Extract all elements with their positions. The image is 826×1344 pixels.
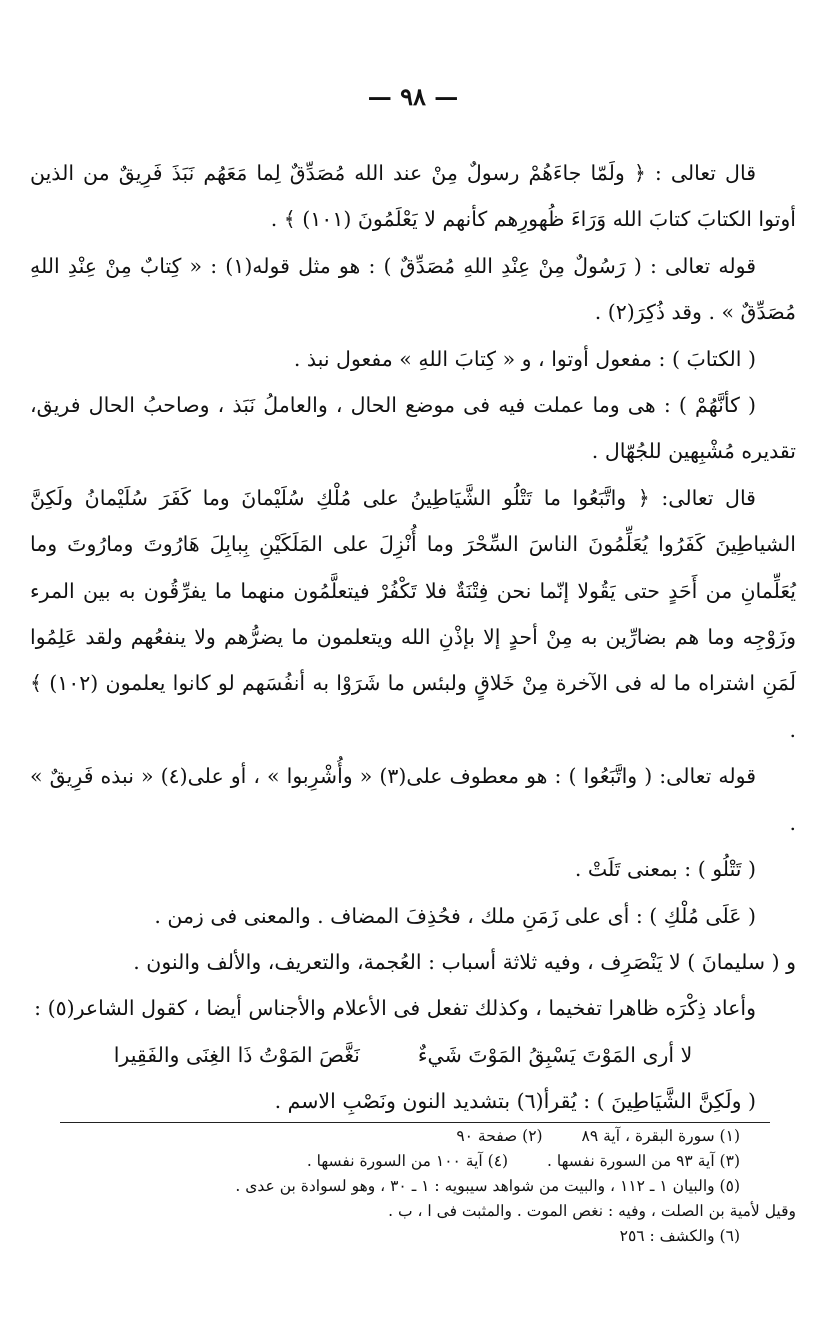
footnote-3: (٣) آية ٩٣ من السورة نفسها . (547, 1152, 740, 1170)
commentary-ittabau-paragraph: قوله تعالى: ( واتَّبَعُوا ) : هو معطوف على(٣) « وأُشْرِبوا » ، أو على(٤) « نبذه فَرِيقٌ » . (30, 764, 796, 835)
footnote-1: (١) سورة البقرة ، آية ٨٩ (581, 1127, 740, 1145)
verse-102-paragraph: قال تعالى: ﴿ واتَّبَعُوا ما تَتْلُو الشَّيَاطِينُ على مُلْكِ سُلَيْمانَ وما كَفَرَ سُلَيْمانُ ولَكِنَّ الشياطِينَ كَفَرُوا يُعَلِّمُونَ الناسَ السِّحْرَ وما أُنْزِلَ على المَلَكَيْنِ بِبابِلَ هَارُوتَ ومارُوتَ وما يُعَلِّمانِ من أَحَدٍ حتى يَقُولا إنّما نحن فِتْنَةٌ فلا تَكْفُرْ فيتعلَّمُون منهما ما يفرِّقُون به بين المرء وزَوْجِه وما هم بضارِّين به مِنْ أحدٍ إلا بإذْنِ الله ويتعلمون ما يضرُّهم ولا ينفعُهم ولقد عَلِمُوا لَمَنِ اشتراه ما له فى الآخرة مِنْ خَلاقٍ ولبئس ما شَرَوْا به أنفُسَهم لو كانوا يعلمون (١٠٢) ﴾ . (30, 485, 796, 742)
footnote-5-line-1: (٥) والبيان ١ ـ ١١٢ ، والبيت من شواهد سيبويه : ١ ـ ٣٠ ، وهو لسوادة بن عدى . (235, 1177, 740, 1195)
footnote-2: (٢) صفحة ٩٠ (456, 1127, 543, 1145)
commentary-kaannahum-paragraph: ( كأنَّهُمْ ) : هى وما عملت فيه فى موضع الحال ، والعاملُ نَبَذ ، وصاحبُ الحال فريق، تقديره مُشْبِهين للجُهّال . (30, 393, 796, 464)
commentary-kitab-paragraph: ( الكتابَ ) : مفعول أوتوا ، و « كِتابَ اللهِ » مفعول نبذ . (293, 346, 756, 371)
footnote-row-1 (22, 1124, 796, 1149)
commentary-rasul-paragraph: قوله تعالى : ( رَسُولٌ مِنْ عِنْدِ اللهِ مُصَدِّقٌ ) : هو مثل قوله(١) : « كِتابٌ مِنْ عِنْدِ اللهِ مُصَدِّقٌ » . وقد ذُكِرَ(٢) . (30, 253, 796, 325)
commentary-repetition-paragraph: وأعاد ذِكْرَه ظاهرا تفخيما ، وكذلك تفعل فى الأعلام والأجناس أيضا ، كقول الشاعر(٥) : (34, 996, 756, 1021)
footnote-6: (٦) والكشف : ٢٥٦ (619, 1227, 740, 1245)
verse-first-hemistich: لا أرى المَوْتَ يَسْبِقُ المَوْتَ شَيءٌ (417, 1042, 693, 1067)
page-number: — ٩٨ — (367, 82, 459, 111)
verse-second-hemistich: نَغَّصَ المَوْتُ ذَا الغِنَى والفَقِيرا (113, 1042, 360, 1067)
commentary-lakinna-paragraph: ( ولَكِنَّ الشَّيَاطِينَ ) : يُقرأ(٦) بتشديد النون ونَصْبِ الاسم . (274, 1089, 756, 1114)
main-text (30, 150, 796, 1125)
footnote-separator (60, 1122, 770, 1123)
footnote-4: (٤) آية ١٠٠ من السورة نفسها . (306, 1152, 509, 1170)
commentary-mulk-paragraph: ( عَلَى مُلْكِ ) : أى على زَمَنِ ملك ، فحُذِفَ المضاف . والمعنى فى زمن . (154, 903, 756, 928)
footnotes (22, 1124, 796, 1249)
footnote-row-2 (22, 1149, 796, 1174)
poetry-verse (30, 1032, 796, 1078)
commentary-sulayman-paragraph: و ( سليمانَ ) لا يَنْصَرِف ، وفيه ثلاثة أسباب : العُجمة، والتعريف، والألف والنون . (133, 949, 796, 974)
footnote-5-line-2: وقيل لأمية بن الصلت ، وفيه : نغص الموت . والمثبت فى ا ، ب . (388, 1202, 796, 1220)
verse-101-paragraph: قال تعالى : ﴿ ولَمّا جاءَهُمْ رسولٌ مِنْ عند الله مُصَدِّقٌ لِما مَعَهُم نَبَذَ فَرِيقٌ من الذين أوتوا الكتابَ كتابَ الله وَرَاءَ ظُهورِهم كأنهم لا يَعْلَمُونَ (١٠١) ﴾ . (30, 161, 796, 232)
commentary-tatlu-paragraph: ( تَتْلُو ) : بمعنى تَلَتْ . (574, 857, 756, 882)
